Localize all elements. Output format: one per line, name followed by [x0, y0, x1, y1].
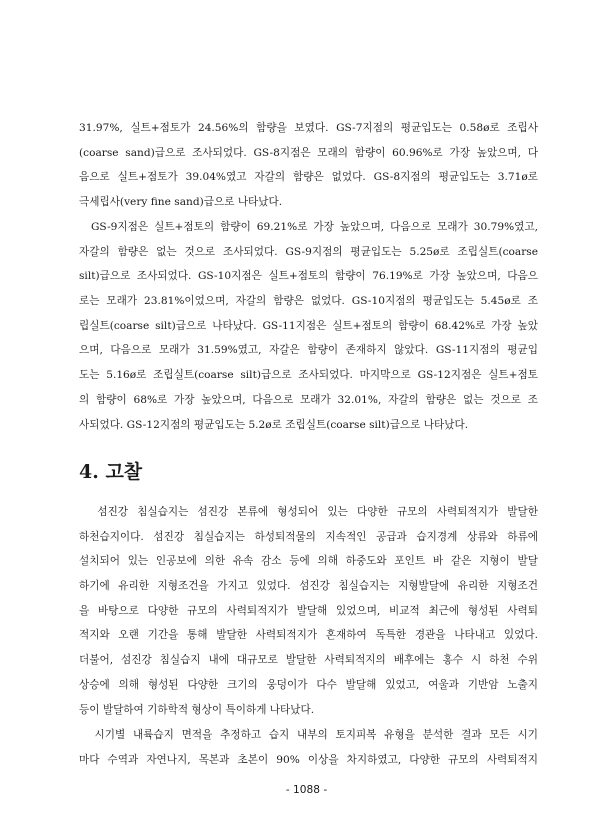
- text-line: (coarse sand)급으로 조사되었다. GS-8지점은 모래의 함량이 60.96%로 가장 높았으며, 다: [79, 146, 538, 159]
- text-line: 하천습지이다. 섬진강 침실습지는 하성퇴적물의 지속적인 공급과 습지경계 상류와 하류에: [79, 530, 538, 543]
- text-line: 더불어, 섬진강 침실습지 내에 대규모로 발달한 사력퇴적지의 배후에는 홍수 시 하천 수위: [79, 654, 538, 667]
- text-line: 적지와 오랜 기간을 통해 발달한 사력퇴적지가 혼재하여 독특한 경관을 나타내고 있었다.: [79, 629, 538, 642]
- text-line: 의 함량이 68%로 가장 높았으며, 다음으로 모래가 32.01%, 자갈의 함량은 없는 것으로 조: [79, 393, 538, 406]
- paragraph-grain-size-gs9-gs12: [79, 215, 538, 437]
- paragraph-discussion-wetland: [79, 500, 538, 722]
- text-line: 로는 모래가 23.81%이었으며, 자갈의 함량은 없었다. GS-10지점의 평균입도는 5.45ø로 조: [79, 295, 538, 308]
- text-line: 사되었다. GS-12지점의 평균입도는 5.2ø로 조립실트(coarse silt)급으로 나타났다.: [79, 418, 469, 431]
- text-line: 자갈의 함량은 없는 것으로 조사되었다. GS-9지점의 평균입도는 5.25ø로 조립실트(coarse: [79, 245, 538, 258]
- text-line: 31.97%, 실트+점토가 24.56%의 함량을 보였다. GS-7지점의 평균입도는 0.58ø로 조립사: [79, 122, 538, 134]
- text-line: 극세립사(very fine sand)급으로 나타났다.: [79, 196, 283, 209]
- text-line: silt)급으로 조사되었다. GS-10지점은 실트+점토의 함량이 76.19%로 가장 높았으며, 다음으: [79, 270, 538, 283]
- text-line: 마다 수역과 자연나지, 목본과 초본이 90% 이상을 차지하였고, 다양한 규모의 사력퇴적지: [79, 753, 538, 766]
- text-line: 을 바탕으로 다양한 규모의 사력퇴적지가 발달해 있었으며, 비교적 최근에 형성된 사력퇴: [79, 604, 538, 617]
- paragraph-discussion-land-cover: [79, 723, 538, 772]
- text-line: 음으로 실트+점토가 39.04%였고 자갈의 함량은 없었다. GS-8지점의 평균입도는 3.71ø로: [79, 171, 538, 184]
- text-line: 상승에 의해 형성된 다양한 크기의 웅덩이가 다수 발달해 있었고, 여울과 기반암 노출지: [79, 678, 538, 691]
- text-line: 도는 5.16ø로 조립실트(coarse silt)급으로 조사되었다. 마지막으로 GS-12지점은 실트+점토: [79, 369, 538, 382]
- text-line: 으며, 다음으로 모래가 31.59%였고, 자갈은 함량이 존재하지 않았다. GS-11지점의 평균입: [79, 344, 538, 357]
- section-heading: 4. 고찰: [79, 461, 143, 483]
- text-line: 립실트(coarse silt)급으로 나타났다. GS-11지점은 실트+점토의 함량이 68.42%로 가장 높았: [79, 319, 538, 332]
- text-line: 섬진강 침실습지는 섬진강 본류에 형성되어 있는 다양한 규모의 사력퇴적지가 발달한: [79, 506, 538, 518]
- page-number: - 1088 -: [285, 784, 328, 796]
- text-line: 시기별 내륙습지 면적을 추정하고 습지 내부의 토지피복 유형을 분석한 결과 모든 시기: [79, 729, 538, 741]
- text-line: GS-9지점은 실트+점토의 함량이 69.21%로 가장 높았으며, 다음으로 모래가 30.79%였고,: [79, 221, 538, 233]
- text-line: 설치되어 있는 인공보에 의한 유속 감소 등에 의해 하중도와 포인트 바 같은 지형이 발달: [79, 555, 538, 568]
- text-line: 등이 발달하여 기하학적 형상이 특이하게 나타났다.: [79, 703, 315, 716]
- text-line: 하기에 유리한 지형조건을 가지고 있었다. 섬진강 침실습지는 지형발달에 유리한 지형조건: [79, 580, 538, 593]
- paragraph-grain-size-gs7-gs8: [79, 116, 538, 215]
